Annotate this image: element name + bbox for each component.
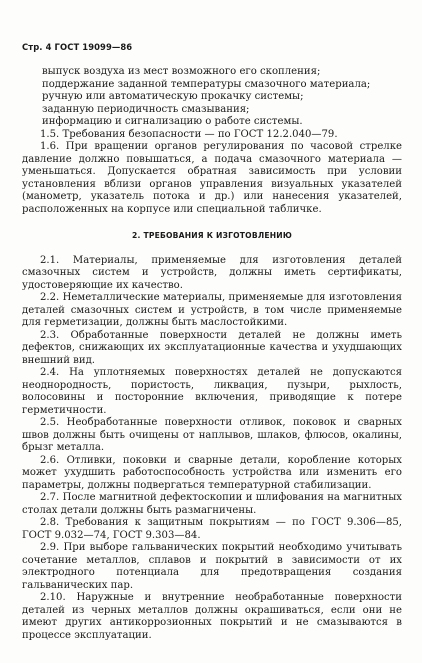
clause-2-4: 2.4. На уплотняемых поверхностях деталей не допускаются неоднородность, пористость, ликвация, пузыри, рыхлость, волосовины и посторонние включения, приводящие к потере герметичности. xyxy=(22,367,402,416)
clause-2-2: 2.2. Неметаллические материалы, применяемые для изготовления деталей смазочных систем и устройств, в том числе применяемые для герметизации, должны быть маслостойкими. xyxy=(22,292,402,328)
clause-2-3: 2.3. Обработанные поверхности деталей не должны иметь дефектов, снижающих их эксплуатационные качества и ухудшающих внешний вид. xyxy=(22,329,402,366)
list-item: выпуск воздуха из мест возможного его скопления; xyxy=(42,66,321,77)
list-item: заданную периодичность смазывания; xyxy=(42,103,250,115)
clause-2-10: 2.10. Наружные и внутренние необработанные поверхности деталей из черных металлов должны окрашиваться, если они не имеют других антикоррозионных покрытий и не смазываются в процессе эксплуатации. xyxy=(22,592,402,641)
clause-2-9: 2.9. При выборе гальванических покрытий необходимо учитывать сочетание металлов, сплавов и покрытий в зависимости от их электродного потенциала для предотвращения создания гальванических пар. xyxy=(22,542,402,591)
clause-2-8: 2.8. Требования к защитным покрытиям — по ГОСТ 9.306—85, ГОСТ 9.032—74, ГОСТ 9.303—84. xyxy=(22,517,402,541)
clause-1-5: 1.5. Требования безопасности — по ГОСТ 12.2.040—79. xyxy=(40,128,338,140)
page-header: Стр. 4 ГОСТ 19099—86 xyxy=(22,42,133,52)
document-body xyxy=(22,66,402,642)
clause-2-6: 2.6. Отливки, поковки и сварные детали, коробление которых может ухудшить работоспособность устройства или изменить его параметры, должны подвергаться температурной стабилизации. xyxy=(22,454,402,491)
clause-2-7: 2.7. После магнитной дефектоскопии и шлифования на магнитных столах детали должны быть размагничены. xyxy=(22,492,402,516)
clause-1-6: 1.6. При вращении органов регулирования по часовой стрелке давление должно повышаться, а подача смазочного материала — уменьшаться. Допускается обратная зависимость при условии установления вблизи органов управления визуальных указателей (манометр, указатель потока и др.) или нанесения указателей, расположенных на корпусе или специальной табличке. xyxy=(22,141,402,215)
list-item: поддержание заданной температуры смазочного материала; xyxy=(42,78,371,90)
clause-2-5: 2.5. Необработанные поверхности отливок, поковок и сварных швов должны быть очищены от наплывов, шлаков, флюсов, окалины, брызг металла. xyxy=(22,417,402,453)
clause-2-1: 2.1. Материалы, применяемые для изготовления деталей смазочных систем и устройств, должны иметь сертификаты, удостоверяющие их качество. xyxy=(22,254,402,291)
section-heading: 2. ТРЕБОВАНИЯ К ИЗГОТОВЛЕНИЮ xyxy=(132,231,292,240)
list-item: информацию и сигнализацию о работе системы. xyxy=(42,116,303,127)
list-item: ручную или автоматическую прокачку системы; xyxy=(42,91,304,102)
